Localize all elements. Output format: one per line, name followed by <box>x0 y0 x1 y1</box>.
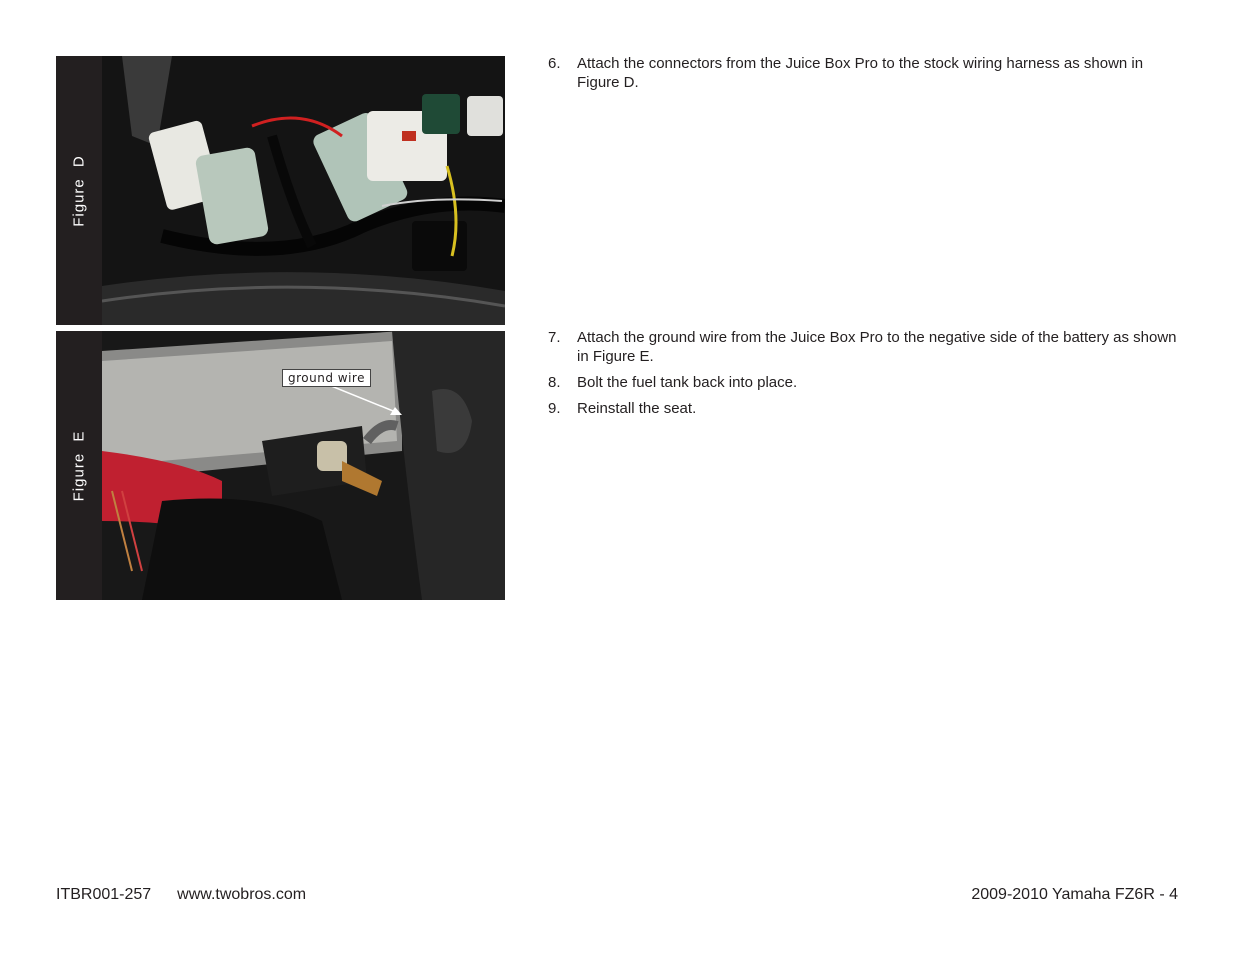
instructions-group-1 <box>548 54 1178 99</box>
part-number: ITBR001-257 <box>56 886 152 903</box>
ground-wire-callout: ground wire <box>282 369 371 387</box>
figure-e-photo <box>102 331 505 600</box>
figure-e-tab <box>56 331 102 600</box>
figure-d-label: Figure D <box>70 154 88 227</box>
website-link[interactable]: www.twobros.com <box>177 886 307 903</box>
instructions-group-2 <box>548 328 1178 425</box>
step-7 <box>548 328 1178 366</box>
figure-e <box>56 331 505 600</box>
step-number: 9. <box>548 400 561 417</box>
step-text: Attach the connectors from the Juice Box Pro to the stock wiring harness as shown in Figure D. <box>577 55 1144 91</box>
step-8 <box>548 373 1178 392</box>
figure-d <box>56 56 505 325</box>
figure-d-photo <box>102 56 505 325</box>
footer-page-info: 2009-2010 Yamaha FZ6R - 4 <box>971 886 1178 903</box>
step-text: Bolt the fuel tank back into place. <box>577 374 798 391</box>
step-text: Reinstall the seat. <box>577 400 697 417</box>
step-6 <box>548 54 1178 92</box>
step-9 <box>548 399 1178 418</box>
figure-d-tab <box>56 56 102 325</box>
footer-left <box>56 886 306 904</box>
step-text: Attach the ground wire from the Juice Box Pro to the negative side of the battery as shown in Figure E. <box>577 329 1177 365</box>
step-number: 7. <box>548 329 561 346</box>
figure-e-label: Figure E <box>70 430 88 501</box>
step-number: 6. <box>548 55 561 72</box>
wiring-connectors-image <box>102 56 505 325</box>
step-number: 8. <box>548 374 561 391</box>
